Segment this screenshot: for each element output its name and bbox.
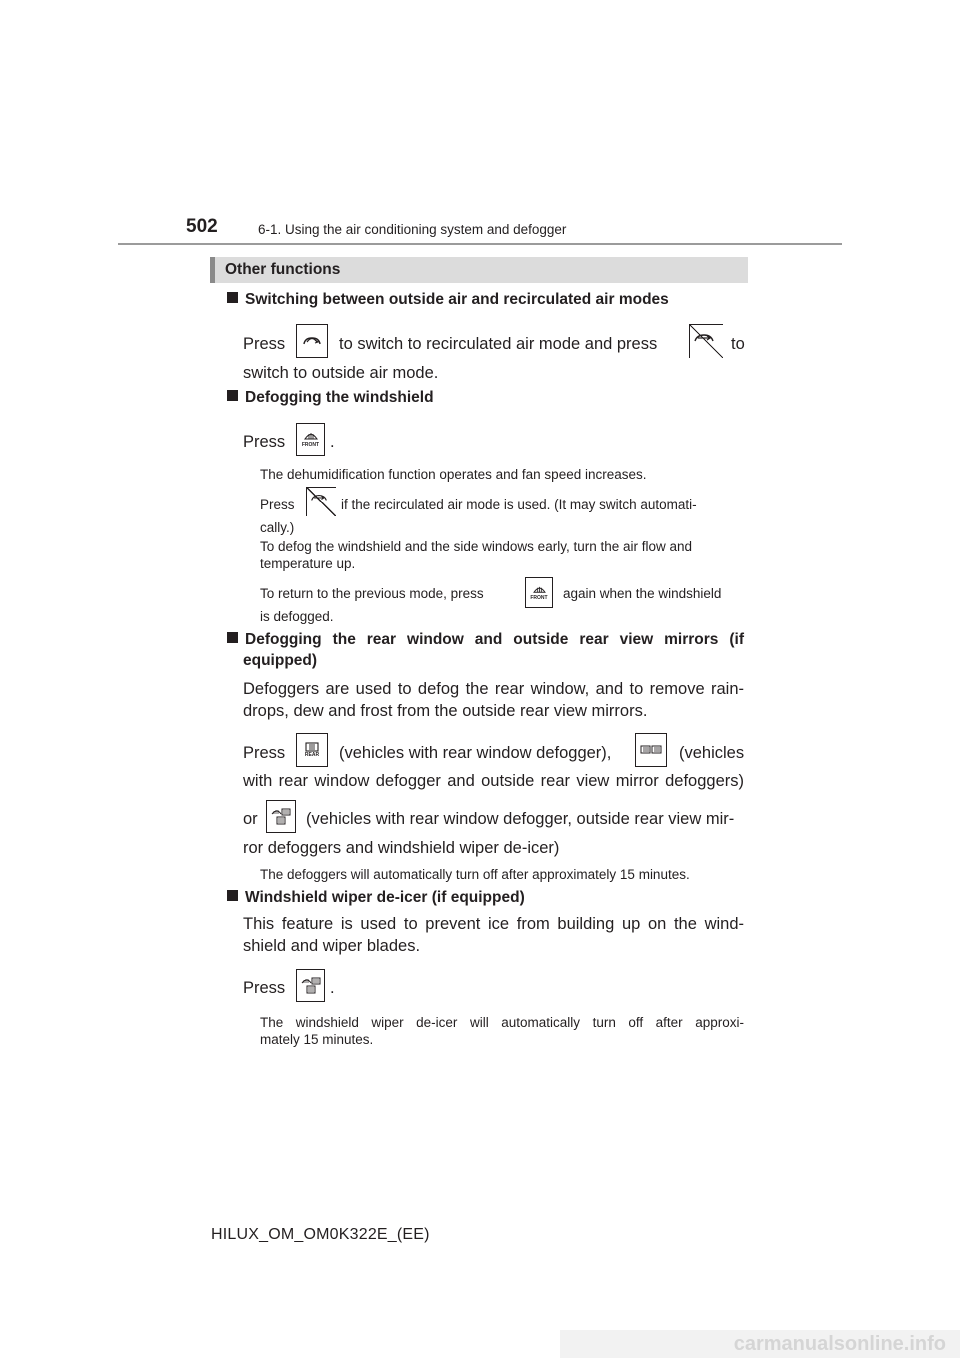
note-defoggers-auto-off: The defoggers will automatically turn off after approximately 15 minutes.: [260, 867, 690, 882]
text-vehicles-wiper: (vehicles with rear window defogger, outside rear view mir-: [306, 810, 735, 828]
text-drops-dew: drops, dew and frost from the outside rear view mirrors.: [243, 702, 648, 720]
outside-air-button-icon: [689, 324, 723, 358]
note-press: Press: [260, 497, 295, 512]
section-title: 6-1. Using the air conditioning system and defogger: [258, 222, 567, 237]
heading-rear-defog-cont: equipped): [243, 652, 318, 669]
square-bullet-icon: [227, 292, 238, 303]
note-recirculated-used: if the recirculated air mode is used. (It may switch automati-: [341, 497, 697, 512]
front-label: FRONT: [530, 594, 548, 601]
text-period: .: [330, 979, 335, 997]
subheading-title: Other functions: [225, 261, 341, 278]
document-code: HILUX_OM_OM0K322E_(EE): [211, 1226, 430, 1243]
text-ror-defoggers: ror defoggers and windshield wiper de-icer): [243, 839, 560, 857]
rear-mirror-defogger-button-icon: [635, 733, 667, 767]
watermark-bar: [560, 1330, 960, 1358]
note-defog-early: To defog the windshield and the side windows early, turn the air flow and: [260, 539, 693, 554]
heading-wiper-deicer: Windshield wiper de-icer (if equipped): [227, 889, 525, 907]
text-shield-blades: shield and wiper blades.: [243, 937, 421, 955]
text-vehicles-rear: (vehicles with rear window defogger),: [339, 744, 612, 762]
note-again-windshield: again when the windshield: [563, 586, 722, 601]
front-label: FRONT: [301, 442, 320, 448]
text-defoggers-used: Defoggers are used to defog the rear window, and to remove rain-: [243, 680, 744, 698]
text-switch-recirculated: to switch to recirculated air mode and press: [339, 335, 658, 353]
text-to: to: [731, 335, 745, 353]
text-press: Press: [243, 979, 286, 997]
wiper-deicer-button-icon: [296, 969, 325, 1002]
text-period: .: [330, 433, 335, 451]
text-switch-outside: switch to outside air mode.: [243, 364, 439, 382]
rear-defogger-button-icon: [296, 733, 328, 767]
rear-mirror-wiper-deicer-button-icon: [266, 800, 296, 833]
page-number: 502: [186, 216, 218, 237]
front-defogger-button-icon: [296, 423, 325, 456]
note-deicer-auto-off: The windshield wiper de-icer will automatically turn off after approxi-: [260, 1015, 744, 1030]
square-bullet-icon: [227, 632, 238, 643]
note-return-previous: To return to the previous mode, press: [260, 586, 484, 601]
recirculate-air-button-icon: [296, 324, 328, 358]
heading-rear-defog: Defogging the rear window and outside rear view mirrors (if: [227, 631, 744, 649]
text-press: Press: [243, 433, 286, 451]
subheading-bar: [210, 257, 748, 283]
rear-label: REAR: [304, 752, 320, 758]
note-temperature-up: temperature up.: [260, 556, 356, 571]
heading-air-modes: Switching between outside air and recirculated air modes: [227, 291, 669, 309]
text-press: Press: [243, 744, 286, 762]
text-vehicles: (vehicles: [679, 744, 745, 762]
text-or: or: [243, 810, 258, 828]
text-with-rear-mirror: with rear window defogger and outside rear view mirror defoggers): [243, 772, 744, 790]
header-rule: [118, 243, 842, 245]
note-dehumidification: The dehumidification function operates and fan speed increases.: [260, 467, 647, 482]
watermark: carmanualsonline.info: [733, 1333, 946, 1355]
note-cally: cally.): [260, 520, 295, 535]
square-bullet-icon: [227, 890, 238, 901]
note-defogged: is defogged.: [260, 609, 334, 624]
note-fifteen-minutes: mately 15 minutes.: [260, 1032, 374, 1047]
front-defogger-button-icon: [525, 577, 553, 608]
square-bullet-icon: [227, 390, 238, 401]
text-feature-prevent: This feature is used to prevent ice from building up on the wind-: [243, 915, 744, 933]
outside-air-button-icon: [306, 487, 336, 516]
heading-defog-windshield: Defogging the windshield: [227, 389, 434, 407]
text-press: Press: [243, 335, 286, 353]
